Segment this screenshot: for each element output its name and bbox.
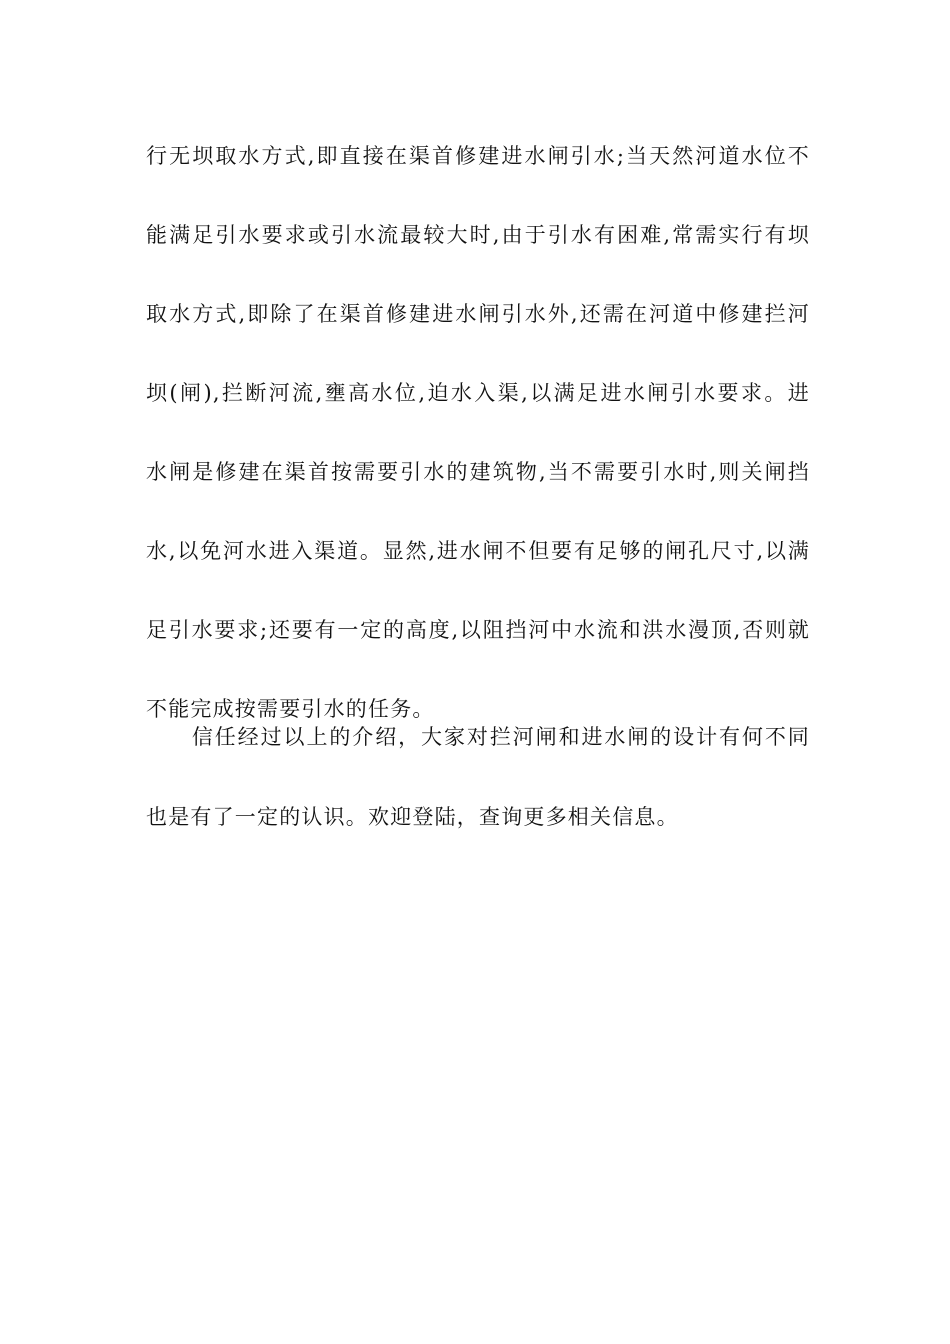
paragraph-1-line-2: 能满足引水要求或引水流最较大时,由于引水有困难,常需实行有坝 [146,223,810,247]
paragraph-1 [146,131,810,763]
paragraph-1-line-5: 水闸是修建在渠首按需要引水的建筑物,当不需要引水时,则关闸挡 [146,460,810,484]
paragraph-1-line-7: 足引水要求;还要有一定的高度,以阻挡河中水流和洪水漫顶,否则就 [146,618,810,642]
paragraph-1-line-1: 行无坝取水方式,即直接在渠首修建进水闸引水;当天然河道水位不 [146,144,810,168]
paragraph-2-line-2: 也是有了一定的认识。欢迎登陆，查询更多相关信息。 [146,805,679,829]
paragraph-1-line-4: 坝(闸),拦断河流,壅高水位,迫水入渠,以满足进水闸引水要求。进 [146,381,810,405]
paragraph-2 [146,712,810,872]
paragraph-1-line-6: 水,以免河水进入渠道。显然,进水闸不但要有足够的闸孔尺寸,以满 [146,539,810,563]
paragraph-2-line-1: 信任经过以上的介绍，大家对拦河闸和进水闸的设计有何不同 [146,725,810,749]
paragraph-1-line-8: 不能完成按需要引水的任务。 [146,697,435,721]
paragraph-1-line-3: 取水方式,即除了在渠首修建进水闸引水外,还需在河道中修建拦河 [146,302,810,326]
